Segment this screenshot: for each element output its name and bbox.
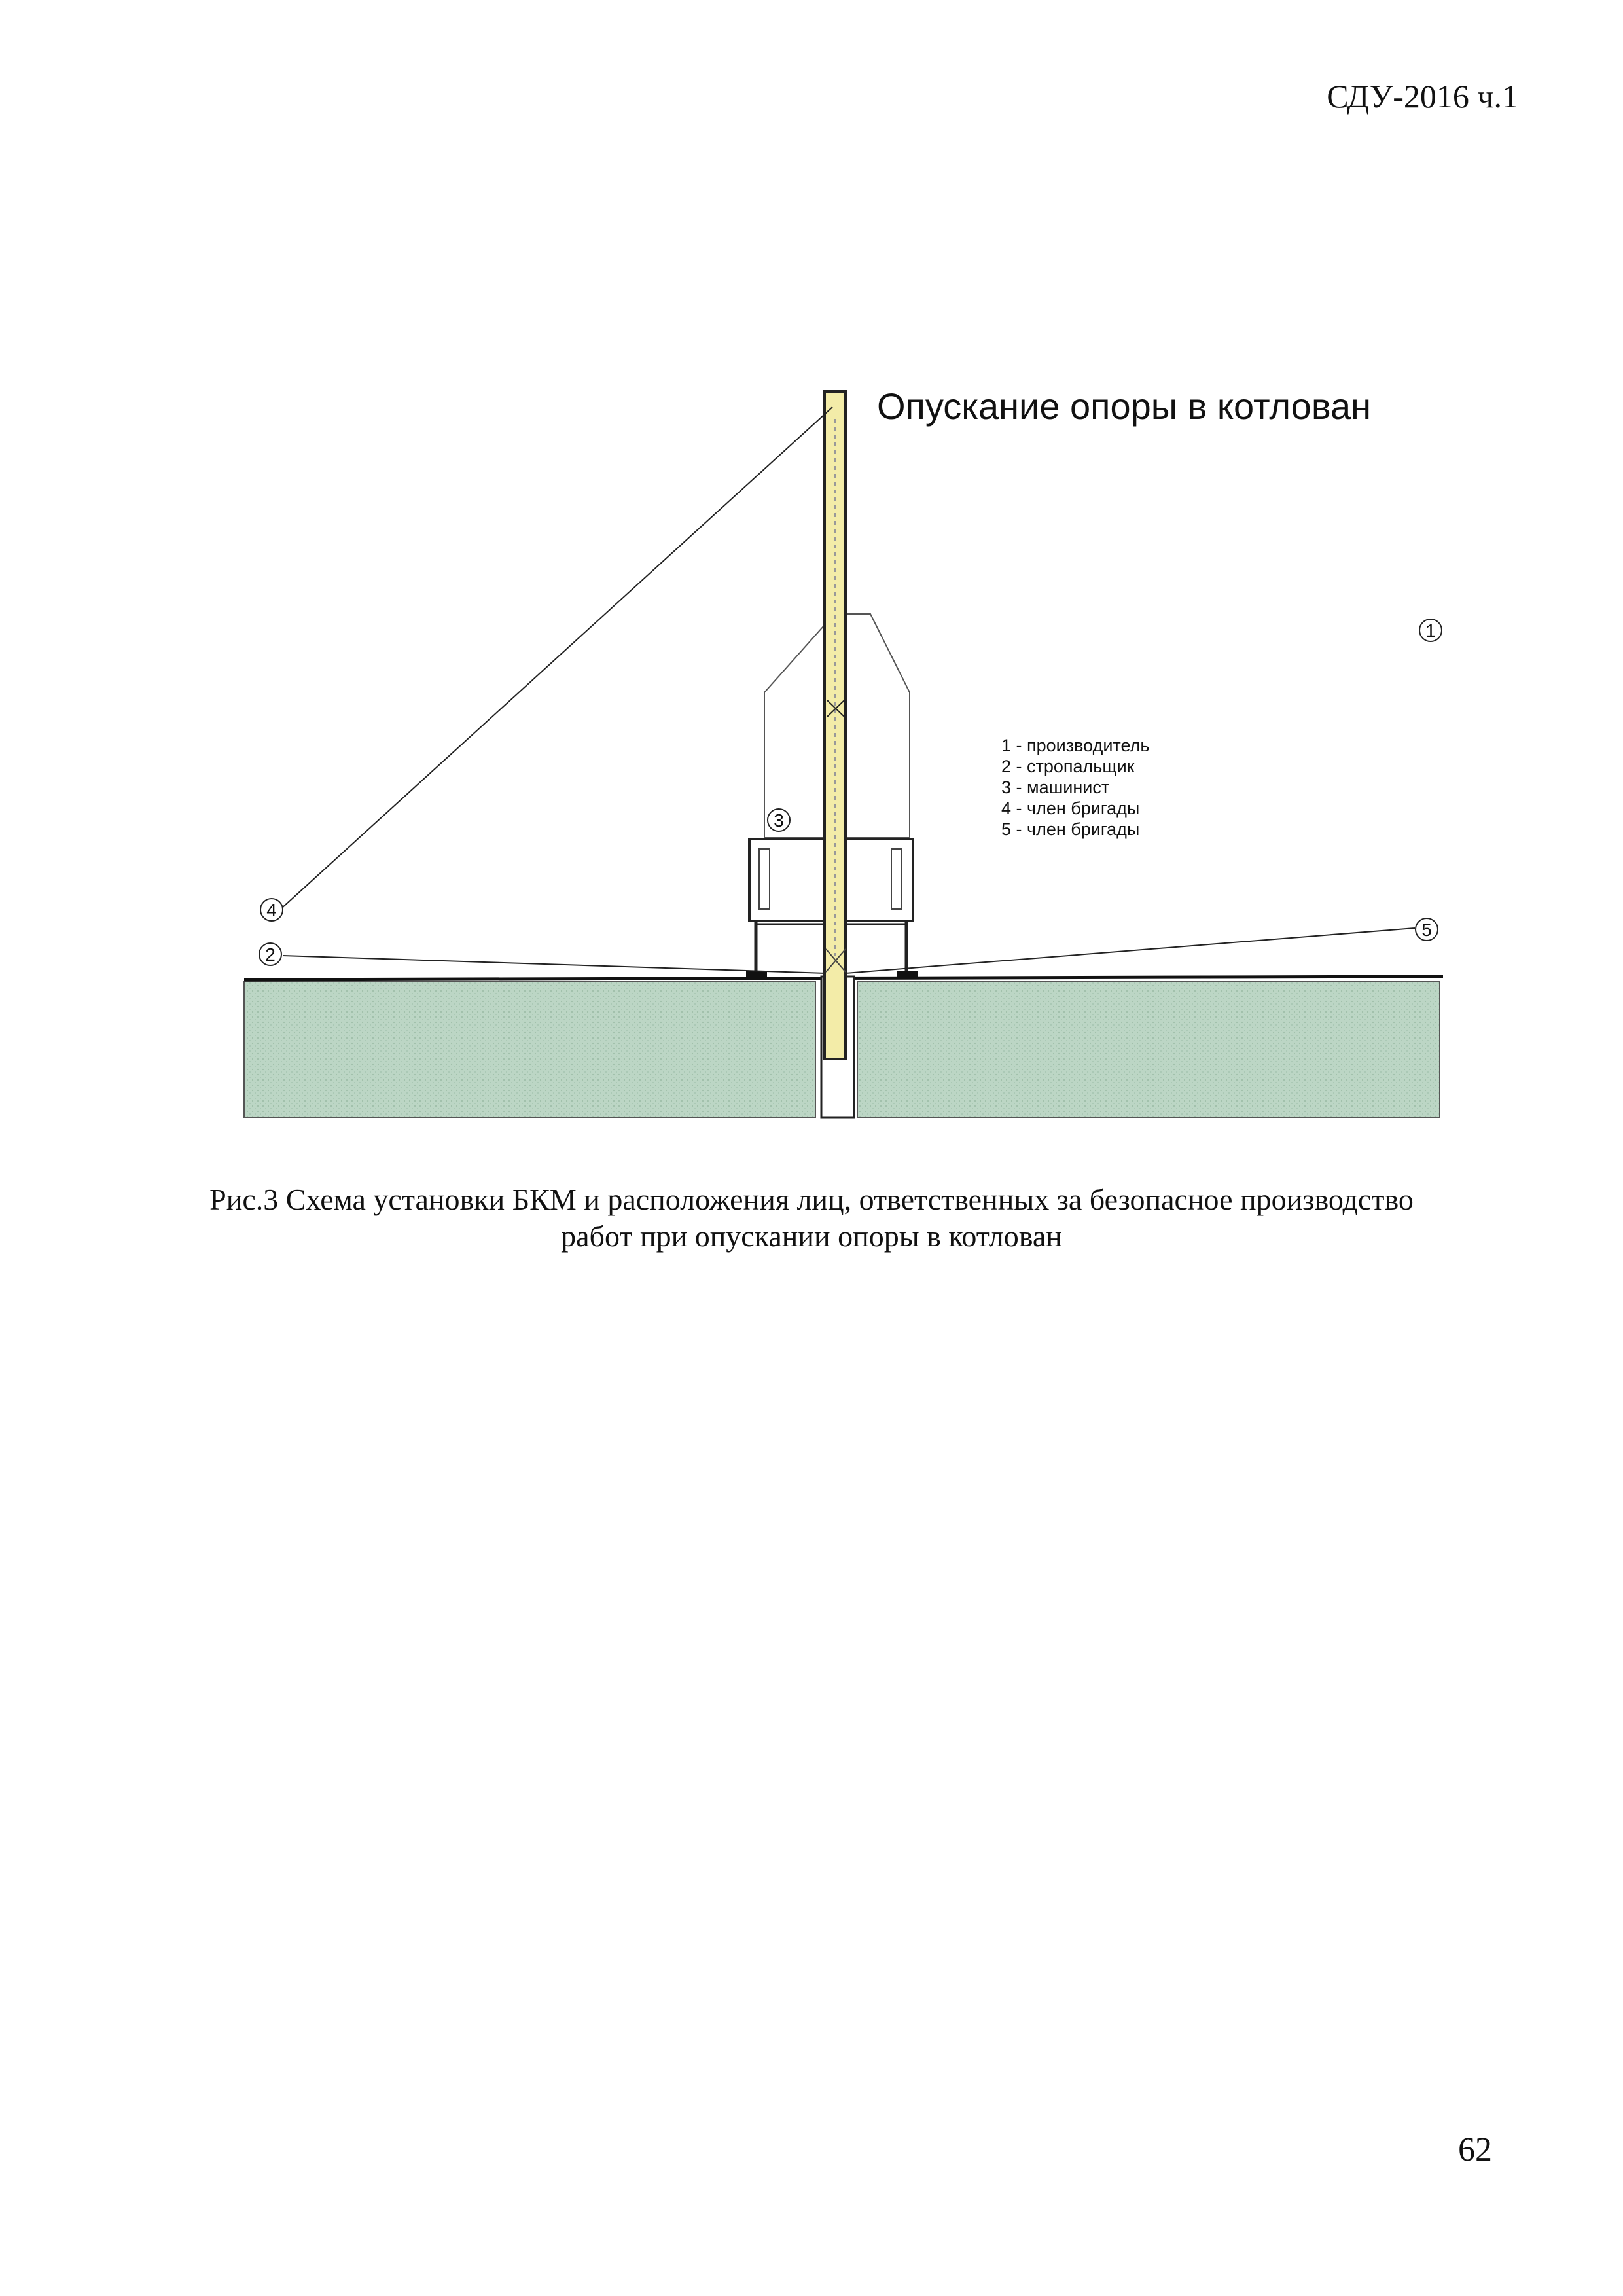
figure-title: Опускание опоры в котлован	[877, 386, 1372, 427]
marker-1	[1419, 619, 1442, 641]
svg-text:2: 2	[265, 944, 276, 965]
legend-item: 4 - член бригады	[1001, 798, 1140, 818]
legend-item: 3 - машинист	[1001, 778, 1110, 797]
caption-line-1: Рис.3 Схема установки БКМ и расположения лиц, ответственных за безопасное производство	[209, 1183, 1414, 1216]
figure-caption	[131, 1181, 1492, 1255]
caption-line-2: работ при опускании опоры в котлован	[561, 1219, 1062, 1253]
marker-3	[768, 809, 790, 831]
legend-item: 1 - производитель	[1001, 736, 1150, 755]
document-code: СДУ-2016 ч.1	[1327, 78, 1518, 115]
marker-4	[260, 899, 283, 921]
svg-text:3: 3	[774, 810, 784, 831]
legend-item: 5 - член бригады	[1001, 819, 1140, 839]
marker-5	[1416, 918, 1438, 941]
svg-text:4: 4	[266, 900, 277, 920]
svg-text:5: 5	[1421, 920, 1432, 940]
svg-text:1: 1	[1425, 620, 1436, 641]
page-number: 62	[1458, 2131, 1492, 2168]
legend	[1001, 736, 1149, 839]
pole	[825, 391, 846, 1059]
marker-2	[259, 943, 281, 965]
legend-item: 2 - стропальщик	[1001, 757, 1135, 776]
